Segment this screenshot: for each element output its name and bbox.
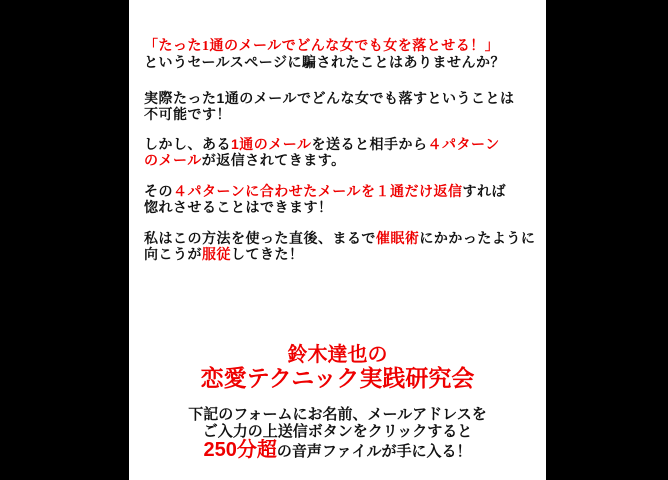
reply-text1: その xyxy=(144,183,173,199)
cta-line1: 下記のフォームにお名前、メールアドレスを xyxy=(188,406,487,423)
paragraph-reply xyxy=(144,184,506,215)
testimonial-text2: にかかったように xyxy=(419,230,536,246)
testimonial-red1: 催眠術 xyxy=(375,230,420,246)
four-patterns-red3: のメール xyxy=(144,151,202,168)
impossible-line2: 不可能です！ xyxy=(144,105,231,122)
testimonial-text4: してきた！ xyxy=(231,245,304,262)
content-card xyxy=(129,0,546,480)
hook-line2: というセールスページに騙されたことはありませんか？ xyxy=(144,53,505,70)
impossible-line1: 実際たった1通のメールでどんな女でも落すということは xyxy=(144,90,515,106)
cta-line2: ご入力の上送信ボタンをクリックすると xyxy=(202,422,473,440)
four-patterns-text3: が返信されてきます。 xyxy=(201,151,346,168)
cta-duration-red: 250分超 xyxy=(203,439,277,461)
four-patterns-text: しかし、ある xyxy=(144,136,231,152)
cta-line3-text: の音声ファイルが手に入る！ xyxy=(276,443,472,460)
testimonial-text1: 私はこの方法を使った直後、まるで xyxy=(144,230,376,246)
four-patterns-red1: 1通のメール xyxy=(231,136,312,152)
page-title-club-name: 恋愛テクニック実践研究会 xyxy=(200,366,475,391)
page-title xyxy=(129,344,546,391)
call-to-action xyxy=(129,407,546,461)
hook-headline-red: 「たった1通のメールでどんな女でも女を落とせる！」 xyxy=(144,39,500,54)
reply-red: ４パターンに合わせたメールを１通だけ返信 xyxy=(173,183,463,199)
reply-text2: すれば xyxy=(462,183,506,199)
paragraph-four-patterns xyxy=(144,137,500,168)
paragraph-testimonial xyxy=(144,231,535,262)
paragraph-hook xyxy=(144,38,505,70)
reply-line2: 惚れさせることはできます！ xyxy=(144,198,333,215)
testimonial-text3: 向こうが xyxy=(144,245,202,262)
four-patterns-text2: を送ると相手から xyxy=(311,136,428,152)
four-patterns-red2: ４パターン xyxy=(427,136,500,152)
paragraph-impossible xyxy=(144,91,515,122)
testimonial-red2: 服従 xyxy=(202,245,231,262)
page-title-author: 鈴木達也の xyxy=(287,344,388,366)
cta-line3 xyxy=(129,439,546,461)
